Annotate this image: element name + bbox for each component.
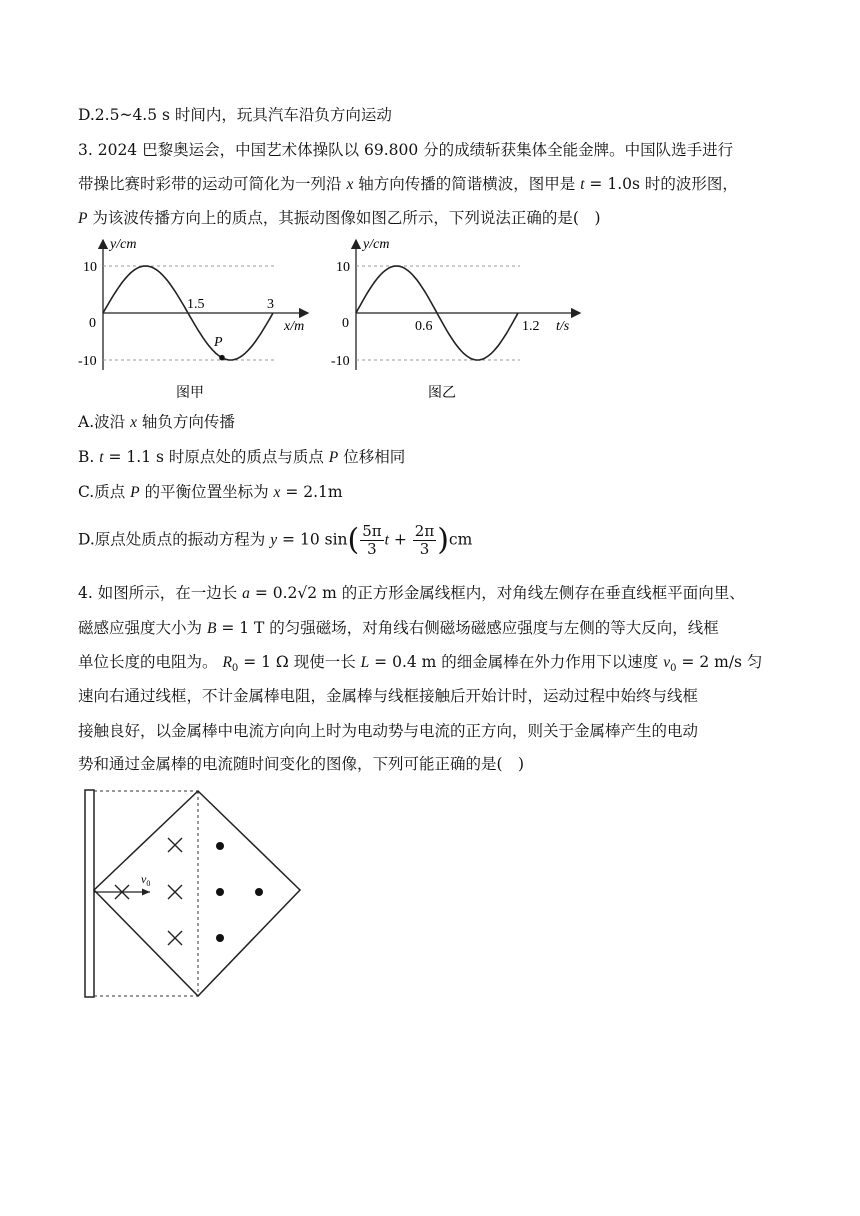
point-p (219, 355, 225, 361)
jia-tick-m10: -10 (78, 354, 97, 369)
option-c-text-1: C.质点 (78, 483, 131, 501)
prev-option-d-text: D.2.5~4.5 s 时间内，玩具汽车沿负方向运动 (78, 106, 392, 124)
q3-var-x: x (346, 176, 354, 193)
q4-text-4: 速向右通过线框，不计金属棒电阻，金属棒与线框接触后开始计时，运动过程中始终与线框 (78, 687, 699, 705)
field-out-of-page-markers (216, 842, 263, 942)
q4-text-2b: = 1 T 的匀强磁场，对角线右侧磁场磁感应强度与左侧的等大反向，线框 (216, 619, 719, 637)
option-a-text-2: 轴负方向传播 (136, 413, 235, 431)
q4-text-1b: = 0.2√2 m 的正方形金属线框内，对角线左侧存在垂直线框平面向里、 (249, 584, 745, 602)
velocity-label: $v_0$ (141, 872, 151, 888)
chart-yi (331, 237, 580, 401)
wave-figures (70, 234, 590, 404)
q4-var-r-sub: 0 (231, 663, 239, 675)
jia-tick-3: 3 (267, 297, 274, 312)
q3-line-3 (78, 207, 601, 230)
q4-text-3a: 单位长度的电阻为。 (78, 653, 223, 671)
option-a (78, 411, 235, 434)
metal-rod (85, 790, 94, 997)
yi-ylabel: y/cm (363, 237, 390, 252)
q4-var-l: L (360, 654, 370, 671)
yi-tick-m10: -10 (331, 354, 350, 369)
q4-line-3 (78, 651, 762, 680)
q3-text-1: 3. 2024 巴黎奥运会，中国艺术体操队以 69.800 分的成绩斩获集体全能金牌。中国队选手进行 (78, 141, 734, 159)
prev-option-d (78, 104, 392, 126)
option-a-text-1: A.波沿 (78, 413, 131, 431)
q4-line-6 (78, 753, 524, 775)
q3-line-1 (78, 139, 733, 161)
yi-caption: 图乙 (428, 386, 456, 401)
option-d-text-2: = 10 sin (277, 530, 348, 549)
option-d-unit: cm (448, 530, 473, 549)
option-c-var-p: P (130, 484, 140, 501)
q4-text-3c: = 0.4 m 的细金属棒在外力作用下以速度 (369, 653, 664, 671)
q4-var-r: R (222, 654, 232, 671)
q4-text-6: 势和通过金属棒的电流随时间变化的图像，下列可能正确的是( ) (78, 755, 525, 773)
fraction-2-denominator: 3 (419, 540, 430, 558)
q4-line-2 (78, 617, 719, 640)
q3-var-p: P (78, 210, 88, 227)
dot-mark-1 (216, 842, 224, 850)
cross-mark-2 (168, 885, 182, 899)
magnetic-frame-figure (78, 785, 308, 1005)
dot-mark-2 (216, 888, 224, 896)
q3-line-2 (78, 173, 738, 196)
jia-point-label: P (214, 335, 223, 350)
yi-xlabel: t/s (556, 319, 570, 334)
q4-var-v: v (663, 654, 671, 671)
q4-text-2a: 磁感应强度大小为 (78, 619, 207, 637)
yi-tick-0: 0 (342, 316, 349, 331)
square-wire-frame (94, 791, 300, 996)
yi-tick-10: 10 (336, 260, 350, 275)
q4-line-4 (78, 685, 698, 707)
yi-tick-1.2: 1.2 (522, 319, 540, 334)
option-b (78, 446, 405, 469)
option-a-var-x: x (130, 414, 137, 431)
q3-text-2c: = 1.0s 时的波形图， (584, 175, 738, 193)
option-b-text-1: B. (78, 448, 100, 466)
option-c-text-2: 的平衡位置坐标为 (139, 483, 274, 501)
q3-text-3: 为该波传播方向上的质点，其振动图像如图乙所示，下列说法正确的是( ) (87, 209, 601, 227)
q3-text-2a: 带操比赛时彩带的运动可简化为一列沿 (78, 175, 347, 193)
q3-var-t: t (580, 176, 585, 193)
chart-jia (78, 237, 308, 401)
option-d-plus: + (388, 530, 412, 549)
q4-var-v-sub: 0 (670, 663, 677, 675)
jia-tick-0: 0 (89, 316, 96, 331)
option-d-var-y: y (270, 531, 278, 549)
jia-ylabel: y/cm (110, 237, 137, 252)
q4-text-5: 接触良好，以金属棒中电流方向向上时为电动势与电流的正方向，则关于金属棒产生的电动 (78, 722, 699, 740)
jia-xlabel: x/m (284, 319, 305, 334)
q3-text-2b: 轴方向传播的简谐横波，图甲是 (353, 175, 581, 193)
option-d-paren-close: ) (437, 522, 449, 558)
option-c-text-3: = 2.1m (280, 483, 343, 501)
option-d-var-t: t (384, 531, 389, 549)
option-d-fraction-2 (413, 523, 436, 558)
q4-text-3d: = 2 m/s 匀 (676, 653, 763, 671)
velocity-arrowhead (142, 889, 150, 896)
fraction-2-numerator: 2π (414, 522, 435, 540)
fraction-1-numerator: 5π (362, 522, 382, 540)
q4-text-3b: = 1 Ω 现使一长 (238, 653, 361, 671)
yi-tick-0.6: 0.6 (415, 319, 433, 334)
option-b-var-t: t (99, 449, 104, 466)
option-d-fraction-1 (360, 523, 383, 558)
option-c-var-x: x (273, 484, 281, 501)
option-b-var-p: P (328, 449, 339, 466)
option-b-text-3: 位移相同 (338, 448, 406, 466)
option-b-text-2: = 1.1 s 时原点处的质点与质点 (103, 448, 329, 466)
option-d-paren-open: ( (347, 522, 360, 558)
fraction-1-denominator: 3 (367, 540, 377, 558)
cross-mark-1 (168, 838, 182, 852)
cross-mark-3 (168, 931, 182, 945)
jia-tick-1.5: 1.5 (187, 297, 205, 312)
jia-caption: 图甲 (176, 386, 204, 401)
jia-tick-10: 10 (83, 260, 97, 275)
q4-var-a: a (242, 585, 250, 602)
q4-line-1 (78, 582, 745, 605)
q4-var-b: B (206, 620, 217, 637)
q4-line-5 (78, 720, 698, 742)
q4-text-1a: 4. 如图所示，在一边长 (78, 584, 243, 602)
dot-mark-4 (216, 934, 224, 942)
option-d-text-1: D.原点处质点的振动方程为 (78, 530, 271, 549)
option-c (78, 481, 343, 504)
option-d (78, 523, 472, 558)
dot-mark-3 (255, 888, 263, 896)
